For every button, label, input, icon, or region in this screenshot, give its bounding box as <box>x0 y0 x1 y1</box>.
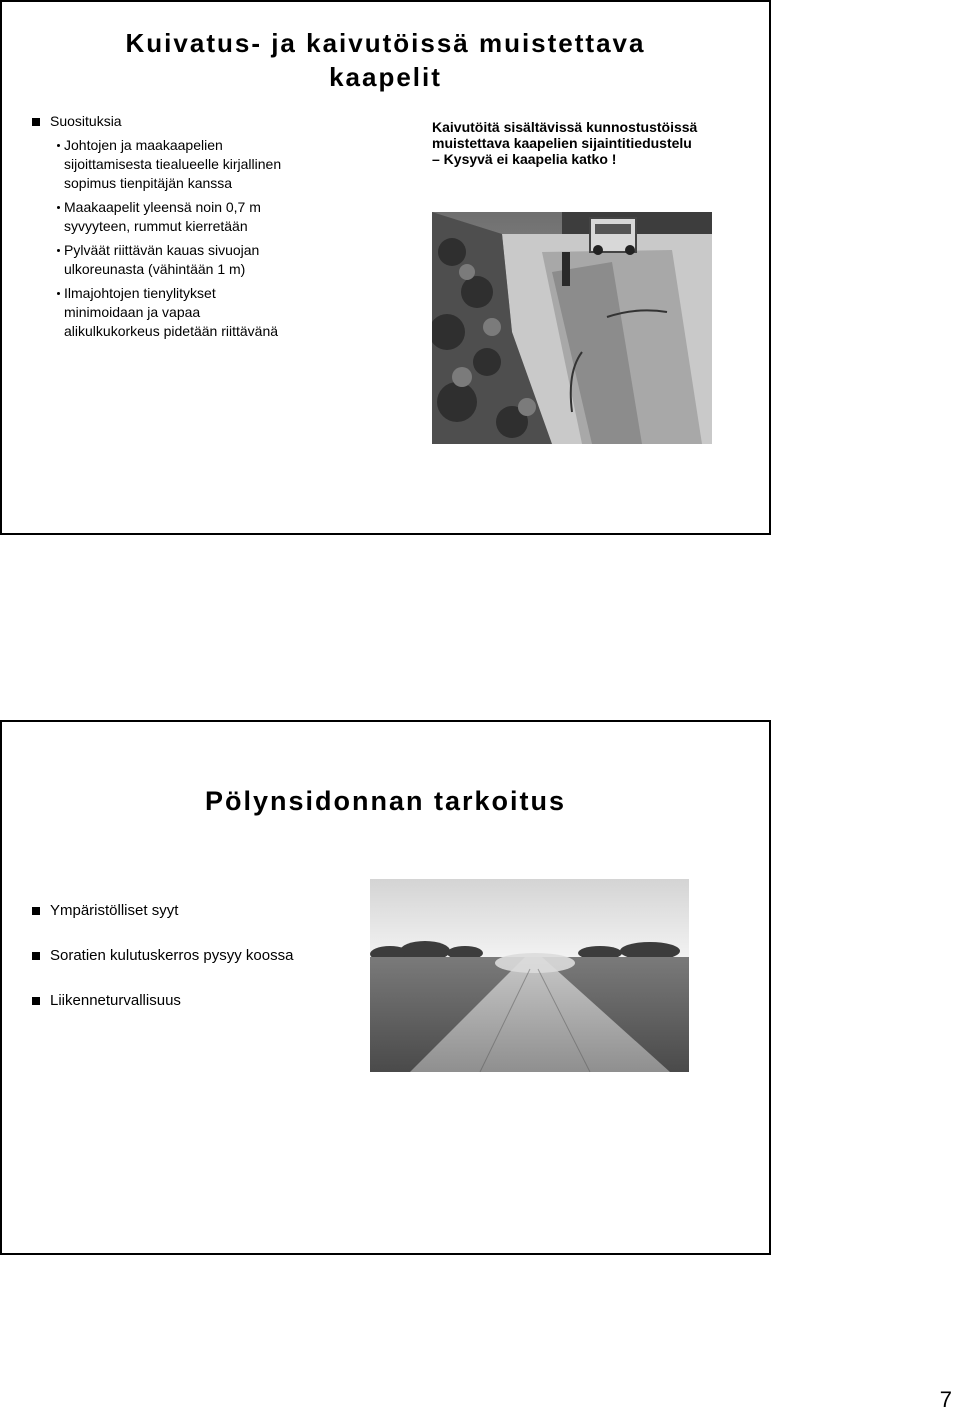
slide-title <box>2 26 769 94</box>
note-line: Kaivutöitä sisältävissä kunnostustöissä <box>432 119 698 135</box>
trench-photo <box>432 212 712 444</box>
title-line-2: kaapelit <box>329 62 442 92</box>
page-number: 7 <box>939 1387 952 1412</box>
recommendations-list <box>24 112 354 341</box>
cable-inquiry-note <box>432 119 752 167</box>
list-item-line: Ilmajohtojen tienylitykset <box>64 285 216 301</box>
gravel-road-photo <box>370 879 689 1072</box>
purpose-list <box>24 902 293 1037</box>
list-item-line: syvyyteen, rummut kierretään <box>64 218 248 234</box>
section-heading: Suosituksia <box>24 112 354 131</box>
list-item <box>24 241 354 279</box>
list-item-line: minimoidaan ja vapaa <box>64 304 201 320</box>
list-item-line: Johtojen ja maakaapelien <box>64 137 223 153</box>
list-item: Ympäristölliset syyt <box>24 902 293 947</box>
note-line: – Kysyvä ei kaapelia katko ! <box>432 151 617 167</box>
list-item <box>24 136 354 193</box>
list-item-line: ulkoreunasta (vähintään 1 m) <box>64 261 246 277</box>
title-line-1: Kuivatus- ja kaivutöissä muistettava <box>125 28 646 58</box>
list-item-line: Maakaapelit yleensä noin 0,7 m <box>64 199 261 215</box>
list-item <box>24 284 354 341</box>
slide-cable-works <box>0 0 771 535</box>
list-item: Soratien kulutuskerros pysyy koossa <box>24 947 293 992</box>
slide-dust-binding <box>0 720 771 1255</box>
list-item-line: alikulkukorkeus pidetään riittävänä <box>64 323 279 339</box>
slide-title: Pölynsidonnan tarkoitus <box>204 786 567 816</box>
list-item-line: sopimus tienpitäjän kanssa <box>64 175 233 191</box>
list-item <box>24 198 354 236</box>
list-item-line: sijoittamisesta tiealueelle kirjallinen <box>64 156 282 172</box>
note-line: muistettava kaapelien sijaintitiedustelu <box>432 135 692 151</box>
list-item: Liikenneturvallisuus <box>24 992 293 1037</box>
list-item-line: Pylväät riittävän kauas sivuojan <box>64 242 260 258</box>
